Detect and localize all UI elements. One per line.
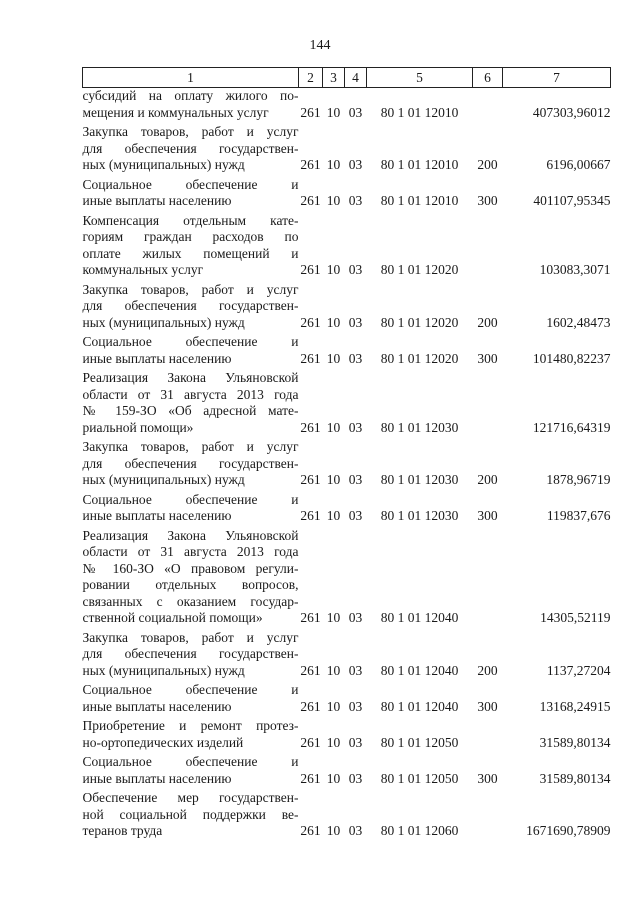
- expense-type-code: 300: [477, 508, 498, 523]
- subsection-code: 03: [348, 770, 363, 786]
- subsection-code: 03: [348, 193, 363, 208]
- amount-value: 1878,96719: [546, 472, 611, 487]
- description-line: Социальное обеспечение и: [82, 176, 299, 192]
- ministry-code: 261: [300, 104, 321, 120]
- description-line: для обеспечения государствен-: [82, 455, 299, 471]
- section-code: 10: [326, 262, 341, 277]
- row-description: [83, 790, 299, 843]
- subsection-code: 03: [348, 157, 363, 172]
- description-line: для обеспечения государствен-: [82, 298, 299, 313]
- row-description: [83, 718, 299, 754]
- row-description: [83, 682, 299, 718]
- description-line: для обеспечения государствен-: [82, 140, 299, 156]
- expense-type-code: 200: [477, 157, 498, 172]
- header-col-5: 5: [367, 68, 473, 88]
- table-row: [83, 528, 611, 630]
- target-article-code: 80 1 01 12060: [380, 823, 459, 838]
- section-code: 10: [326, 350, 341, 366]
- description-line: иные выплаты населению: [82, 698, 232, 714]
- target-article-code: 80 1 01 12040: [380, 662, 459, 678]
- table-row: [83, 439, 611, 492]
- expense-type-code: 300: [477, 698, 498, 714]
- expense-type-code: 200: [477, 472, 498, 487]
- header-col-2: 2: [299, 68, 323, 88]
- subsection-code: 03: [348, 350, 363, 366]
- target-article-code: 80 1 01 12020: [380, 314, 459, 330]
- ministry-code: 261: [300, 698, 321, 714]
- subsection-code: 03: [348, 662, 363, 678]
- target-article-code: 80 1 01 12030: [380, 508, 459, 523]
- target-article-code: 80 1 01 12020: [380, 262, 459, 277]
- subsection-code: 03: [348, 508, 363, 523]
- amount-value: 6196,00667: [546, 157, 611, 172]
- description-line: ных (муниципальных) нужд: [82, 314, 245, 330]
- ministry-code: 261: [300, 157, 321, 172]
- section-code: 10: [326, 157, 341, 172]
- description-line: субсидий на оплату жилого по-: [82, 88, 299, 103]
- ministry-code: 261: [300, 662, 321, 678]
- ministry-code: 261: [300, 610, 321, 625]
- ministry-code: 261: [300, 262, 321, 277]
- expense-type-code: [473, 370, 503, 439]
- ministry-code: 261: [300, 193, 321, 208]
- expense-type-code: 300: [477, 350, 498, 366]
- section-code: 10: [326, 419, 341, 435]
- table-row: [83, 88, 611, 125]
- description-line: риальной помощи»: [82, 419, 194, 435]
- table-row: [83, 790, 611, 843]
- section-code: 10: [326, 472, 341, 487]
- description-line: иные выплаты населению: [82, 193, 232, 208]
- subsection-code: 03: [348, 314, 363, 330]
- expense-type-code: 300: [477, 770, 498, 786]
- ministry-code: 261: [300, 770, 321, 786]
- section-code: 10: [326, 104, 341, 120]
- description-line: ровании отдельных вопросов,: [82, 577, 299, 592]
- description-line: мещения и коммунальных услуг: [82, 104, 269, 120]
- amount-value: 119837,676: [546, 508, 611, 523]
- description-line: Компенсация отдельным кате-: [82, 212, 299, 228]
- amount-value: 1671690,78909: [526, 823, 611, 838]
- row-description: [83, 282, 299, 335]
- header-col-7: 7: [503, 68, 611, 88]
- table-row: [83, 282, 611, 335]
- row-description: [83, 88, 299, 125]
- description-line: иные выплаты населению: [82, 350, 232, 366]
- section-code: 10: [326, 662, 341, 678]
- row-description: [83, 124, 299, 177]
- table-row: [83, 213, 611, 282]
- header-col-3: 3: [323, 68, 345, 88]
- row-description: [83, 334, 299, 370]
- description-line: Обеспечение мер государствен-: [82, 790, 299, 805]
- description-line: Социальное обеспечение и: [82, 334, 299, 349]
- table-row: [83, 370, 611, 439]
- amount-value: 31589,80134: [539, 734, 611, 750]
- expense-type-code: [473, 528, 503, 630]
- subsection-code: 03: [348, 610, 363, 625]
- description-line: иные выплаты населению: [82, 770, 232, 786]
- expense-type-code: 200: [477, 314, 498, 330]
- expense-type-code: 200: [477, 662, 498, 678]
- description-line: но-ортопедических изделий: [82, 734, 244, 750]
- description-line: Социальное обеспечение и: [82, 754, 299, 769]
- expense-type-code: [473, 790, 503, 843]
- section-code: 10: [326, 770, 341, 786]
- description-line: области от 31 августа 2013 года: [82, 544, 299, 559]
- ministry-code: 261: [300, 823, 321, 838]
- description-line: Социальное обеспечение и: [82, 682, 299, 697]
- amount-value: 101480,82237: [532, 350, 611, 366]
- budget-table: [82, 67, 611, 843]
- target-article-code: 80 1 01 12050: [380, 770, 459, 786]
- table-body: [83, 88, 611, 843]
- target-article-code: 80 1 01 12010: [380, 104, 459, 120]
- table-row: [83, 718, 611, 754]
- description-line: Закупка товаров, работ и услуг: [82, 281, 299, 297]
- description-line: ных (муниципальных) нужд: [82, 157, 245, 172]
- description-line: Реализация Закона Ульяновской: [82, 370, 299, 385]
- subsection-code: 03: [348, 472, 363, 487]
- expense-type-code: [473, 213, 503, 282]
- description-line: Реализация Закона Ульяновской: [82, 527, 299, 543]
- section-code: 10: [326, 610, 341, 625]
- description-line: № 160-ЗО «О правовом регули-: [82, 560, 299, 576]
- description-line: Приобретение и ремонт протез-: [82, 718, 299, 733]
- description-line: Социальное обеспечение и: [82, 491, 299, 507]
- expense-type-code: [473, 88, 503, 125]
- row-description: [83, 213, 299, 282]
- amount-value: 103083,3071: [539, 262, 611, 277]
- row-description: [83, 630, 299, 683]
- ministry-code: 261: [300, 734, 321, 750]
- subsection-code: 03: [348, 734, 363, 750]
- ministry-code: 261: [300, 419, 321, 435]
- ministry-code: 261: [300, 508, 321, 523]
- row-description: [83, 370, 299, 439]
- description-line: ной социальной поддержки ве-: [82, 806, 299, 822]
- table-row: [83, 754, 611, 790]
- amount-value: 407303,96012: [532, 104, 611, 120]
- section-code: 10: [326, 823, 341, 838]
- section-code: 10: [326, 508, 341, 523]
- table-header-row: [83, 68, 611, 88]
- row-description: [83, 177, 299, 213]
- description-line: области от 31 августа 2013 года: [82, 386, 299, 402]
- target-article-code: 80 1 01 12040: [380, 698, 459, 714]
- expense-type-code: [473, 718, 503, 754]
- amount-value: 31589,80134: [539, 770, 611, 786]
- description-line: ных (муниципальных) нужд: [82, 662, 245, 678]
- amount-value: 121716,64319: [532, 419, 611, 435]
- amount-value: 1137,27204: [546, 662, 611, 678]
- row-description: [83, 528, 299, 630]
- amount-value: 14305,52119: [540, 610, 611, 625]
- target-article-code: 80 1 01 12010: [380, 193, 459, 208]
- description-line: ных (муниципальных) нужд: [82, 472, 245, 487]
- description-line: № 159-ЗО «Об адресной мате-: [82, 403, 299, 418]
- description-line: коммунальных услуг: [82, 262, 204, 277]
- page-number: 144: [309, 38, 331, 53]
- section-code: 10: [326, 698, 341, 714]
- description-line: ственной социальной помощи»: [82, 610, 263, 625]
- description-line: для обеспечения государствен-: [82, 646, 299, 661]
- description-line: Закупка товаров, работ и услуг: [82, 629, 299, 645]
- section-code: 10: [326, 314, 341, 330]
- subsection-code: 03: [348, 419, 363, 435]
- table-row: [83, 177, 611, 213]
- row-description: [83, 492, 299, 528]
- table-row: [83, 334, 611, 370]
- description-line: Закупка товаров, работ и услуг: [82, 439, 299, 454]
- row-description: [83, 439, 299, 492]
- table-row: [83, 630, 611, 683]
- ministry-code: 261: [300, 472, 321, 487]
- section-code: 10: [326, 734, 341, 750]
- description-line: оплате жилых помещений и: [82, 245, 299, 261]
- subsection-code: 03: [348, 104, 363, 120]
- target-article-code: 80 1 01 12010: [380, 157, 459, 172]
- header-col-1: 1: [83, 68, 299, 88]
- target-article-code: 80 1 01 12030: [380, 472, 459, 487]
- description-line: гориям граждан расходов по: [82, 229, 299, 244]
- table-row: [83, 124, 611, 177]
- description-line: иные выплаты населению: [82, 508, 232, 523]
- expense-type-code: 300: [477, 193, 498, 208]
- row-description: [83, 754, 299, 790]
- target-article-code: 80 1 01 12040: [380, 610, 459, 625]
- target-article-code: 80 1 01 12050: [380, 734, 459, 750]
- section-code: 10: [326, 193, 341, 208]
- target-article-code: 80 1 01 12030: [380, 419, 459, 435]
- subsection-code: 03: [348, 698, 363, 714]
- ministry-code: 261: [300, 350, 321, 366]
- amount-value: 401107,95345: [533, 193, 611, 208]
- subsection-code: 03: [348, 823, 363, 838]
- amount-value: 13168,24915: [539, 698, 611, 714]
- target-article-code: 80 1 01 12020: [380, 350, 459, 366]
- description-line: Закупка товаров, работ и услуг: [82, 124, 299, 139]
- ministry-code: 261: [300, 314, 321, 330]
- table-row: [83, 492, 611, 528]
- table-row: [83, 682, 611, 718]
- subsection-code: 03: [348, 262, 363, 277]
- description-line: теранов труда: [82, 823, 163, 838]
- header-col-6: 6: [473, 68, 503, 88]
- amount-value: 1602,48473: [546, 314, 611, 330]
- description-line: связанных с оказанием государ-: [82, 593, 299, 609]
- header-col-4: 4: [345, 68, 367, 88]
